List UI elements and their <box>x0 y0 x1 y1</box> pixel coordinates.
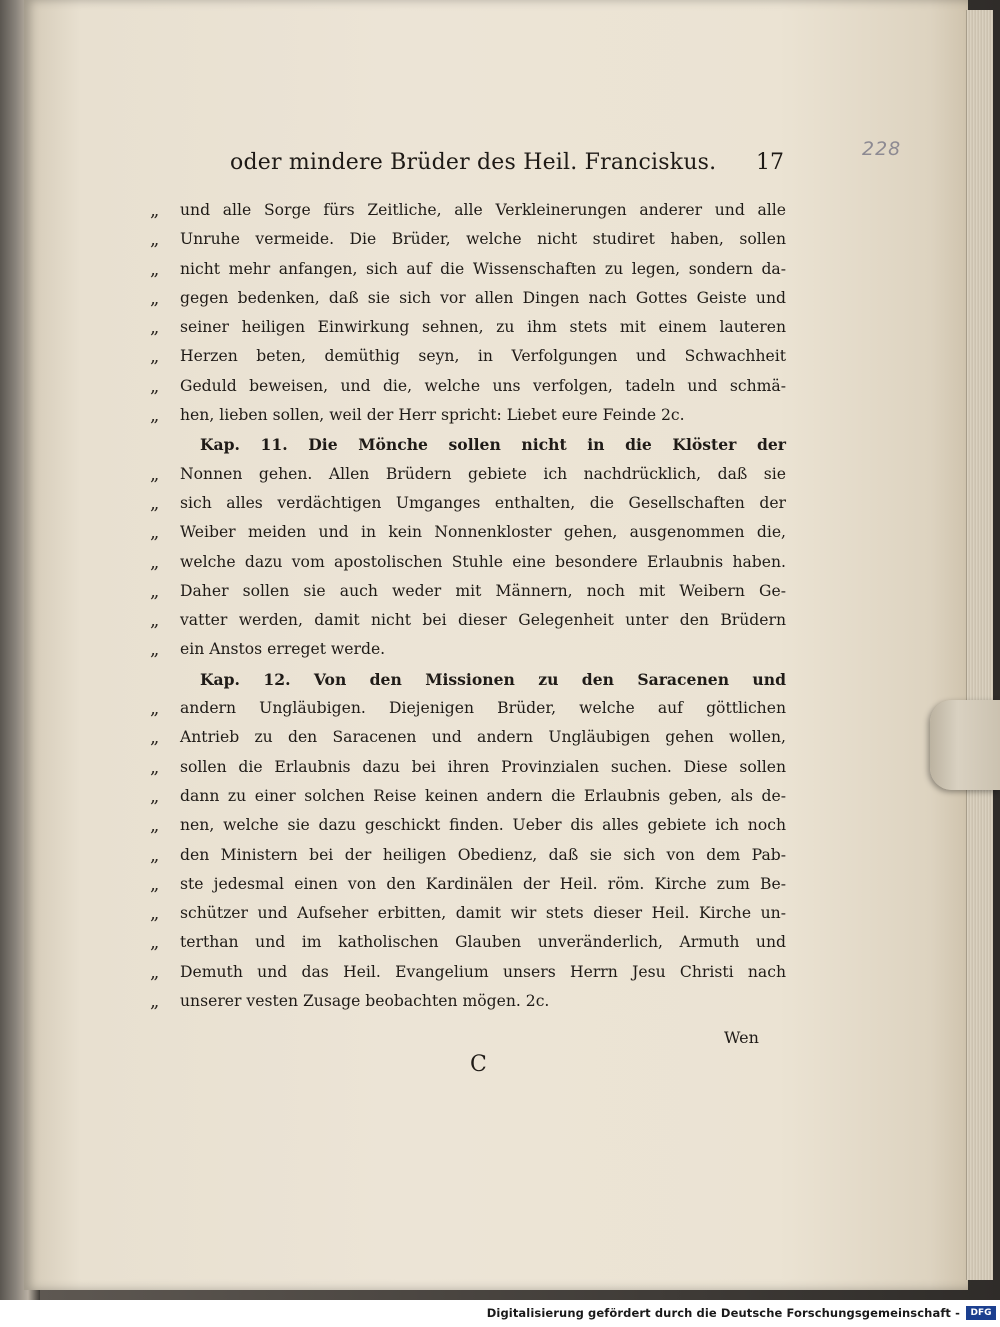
running-header <box>230 146 790 182</box>
text-line <box>150 548 790 577</box>
quote-mark: „ <box>150 258 160 280</box>
page-stack-edge <box>966 10 993 1280</box>
quote-mark: „ <box>150 551 160 573</box>
digitization-footer <box>0 1300 1000 1327</box>
text-line <box>150 899 790 928</box>
line-text: unserer vesten Zusage beobachten mögen. 2c. <box>180 992 550 1011</box>
quote-mark: „ <box>150 580 160 602</box>
line-text: Herzen beten, demüthig seyn, in Verfolgungen und Schwachheit <box>180 347 786 366</box>
quote-mark: „ <box>150 610 160 632</box>
text-line <box>150 313 790 342</box>
quote-mark: „ <box>150 287 160 309</box>
quote-mark: „ <box>150 639 160 661</box>
text-line <box>150 489 790 518</box>
line-text: hen, lieben sollen, weil der Herr spricht: Liebet eure Feinde 2c. <box>180 406 685 425</box>
quote-mark: „ <box>150 698 160 720</box>
line-text: gegen bedenken, daß sie sich vor allen Dingen nach Gottes Geiste und <box>180 288 786 307</box>
line-text: und alle Sorge fürs Zeitliche, alle Verkleinerungen anderer und alle <box>180 201 786 219</box>
line-text: Weiber meiden und in kein Nonnenkloster gehen, ausgenommen die, <box>180 523 786 542</box>
text-line <box>150 577 790 606</box>
quote-mark: „ <box>150 375 160 397</box>
quote-mark: „ <box>150 200 160 221</box>
quote-mark: „ <box>150 873 160 895</box>
line-text: Geduld beweisen, und die, welche uns verfolgen, tadeln und schmä- <box>180 376 786 395</box>
text-line <box>150 606 790 635</box>
line-text: vatter werden, damit nicht bei dieser Gelegenheit unter den Brüdern <box>180 611 786 630</box>
chapter-heading-12: Kap. 12. Von den Missionen zu den Saracenen und <box>200 669 786 689</box>
line-text: welche dazu vom apostolischen Stuhle eine besondere Erlaubnis haben. <box>180 552 786 571</box>
line-text: nen, welche sie dazu geschickt finden. Ueber dis alles gebiete ich noch <box>180 816 786 835</box>
text-line <box>150 401 790 430</box>
quote-mark: „ <box>150 317 160 339</box>
line-text: andern Ungläubigen. Diejenigen Brüder, welche auf göttlichen <box>180 699 786 718</box>
archive-folio-number: 228 <box>862 138 902 160</box>
line-text: ein Anstos erreget werde. <box>180 640 386 659</box>
text-line <box>150 958 790 987</box>
line-text: terthan und im katholischen Glauben unveränderlich, Armuth und <box>180 933 786 952</box>
quote-mark: „ <box>150 522 160 544</box>
quote-mark: „ <box>150 815 160 837</box>
quote-mark: „ <box>150 405 160 427</box>
text-line <box>150 928 790 957</box>
quote-mark: „ <box>150 229 160 251</box>
quote-mark: „ <box>150 727 160 749</box>
text-line <box>150 460 790 489</box>
line-text: sich alles verdächtigen Umganges enthalten, die Gesellschaften der <box>180 493 786 512</box>
line-text: nicht mehr anfangen, sich auf die Wissenschaften zu legen, sondern da- <box>180 259 786 278</box>
line-text: ste jedesmal einen von den Kardinälen der Heil. röm. Kirche zum Be- <box>180 874 786 893</box>
line-text: Antrieb zu den Saracenen und andern Ungläubigen gehen wollen, <box>180 728 786 747</box>
text-line <box>150 841 790 870</box>
text-line <box>150 870 790 899</box>
quote-mark: „ <box>150 785 160 807</box>
text-line <box>150 723 790 752</box>
text-line <box>150 196 790 225</box>
funding-credit: Digitalisierung gefördert durch die Deutsche Forschungsgemeinschaft - <box>486 1306 960 1320</box>
text-line <box>150 694 790 723</box>
text-line <box>150 753 790 782</box>
text-line <box>150 518 790 547</box>
line-text: seiner heiligen Einwirkung sehnen, zu ihm stets mit einem lauteren <box>180 318 786 337</box>
signature-mark: C <box>470 1052 487 1077</box>
book-clamp-tab <box>930 700 1000 790</box>
quote-mark: „ <box>150 346 160 368</box>
quote-mark: „ <box>150 961 160 983</box>
quote-mark: „ <box>150 903 160 925</box>
line-text: den Ministern bei der heiligen Obedienz, daß sie sich von dem Pab- <box>180 845 786 864</box>
quote-mark: „ <box>150 756 160 778</box>
page-number: 17 <box>756 150 784 175</box>
text-line <box>150 342 790 371</box>
chapter-heading-line <box>150 665 790 694</box>
text-line <box>150 284 790 313</box>
catchword: Wen <box>724 1028 759 1047</box>
line-text: Daher sollen sie auch weder mit Männern, noch mit Weibern Ge- <box>180 581 786 600</box>
quote-mark: „ <box>150 932 160 954</box>
text-line <box>150 635 790 664</box>
line-text: Unruhe vermeide. Die Brüder, welche nicht studiret haben, sollen <box>180 230 786 249</box>
body-text <box>150 196 790 1016</box>
quote-mark: „ <box>150 492 160 514</box>
text-line <box>150 225 790 254</box>
chapter-heading-11: Kap. 11. Die Mönche sollen nicht in die Klöster der <box>200 435 786 455</box>
line-text: schützer und Aufseher erbitten, damit wir stets dieser Heil. Kirche un- <box>180 904 786 923</box>
chapter-heading-line <box>150 430 790 459</box>
text-line <box>150 372 790 401</box>
dfg-logo: DFG <box>966 1306 996 1320</box>
quote-mark: „ <box>150 463 160 485</box>
running-header-title: oder mindere Brüder des Heil. Franciskus. <box>230 150 717 175</box>
text-line <box>150 987 790 1016</box>
quote-mark: „ <box>150 991 160 1013</box>
text-line <box>150 255 790 284</box>
line-text: dann zu einer solchen Reise keinen andern die Erlaubnis geben, als de- <box>180 786 786 805</box>
quote-mark: „ <box>150 844 160 866</box>
line-text: Nonnen gehen. Allen Brüdern gebiete ich nachdrücklich, daß sie <box>180 464 786 483</box>
line-text: Demuth und das Heil. Evangelium unsers Herrn Jesu Christi nach <box>180 962 786 981</box>
text-line <box>150 782 790 811</box>
text-line <box>150 811 790 840</box>
line-text: sollen die Erlaubnis dazu bei ihren Provinzialen suchen. Diese sollen <box>180 757 786 776</box>
